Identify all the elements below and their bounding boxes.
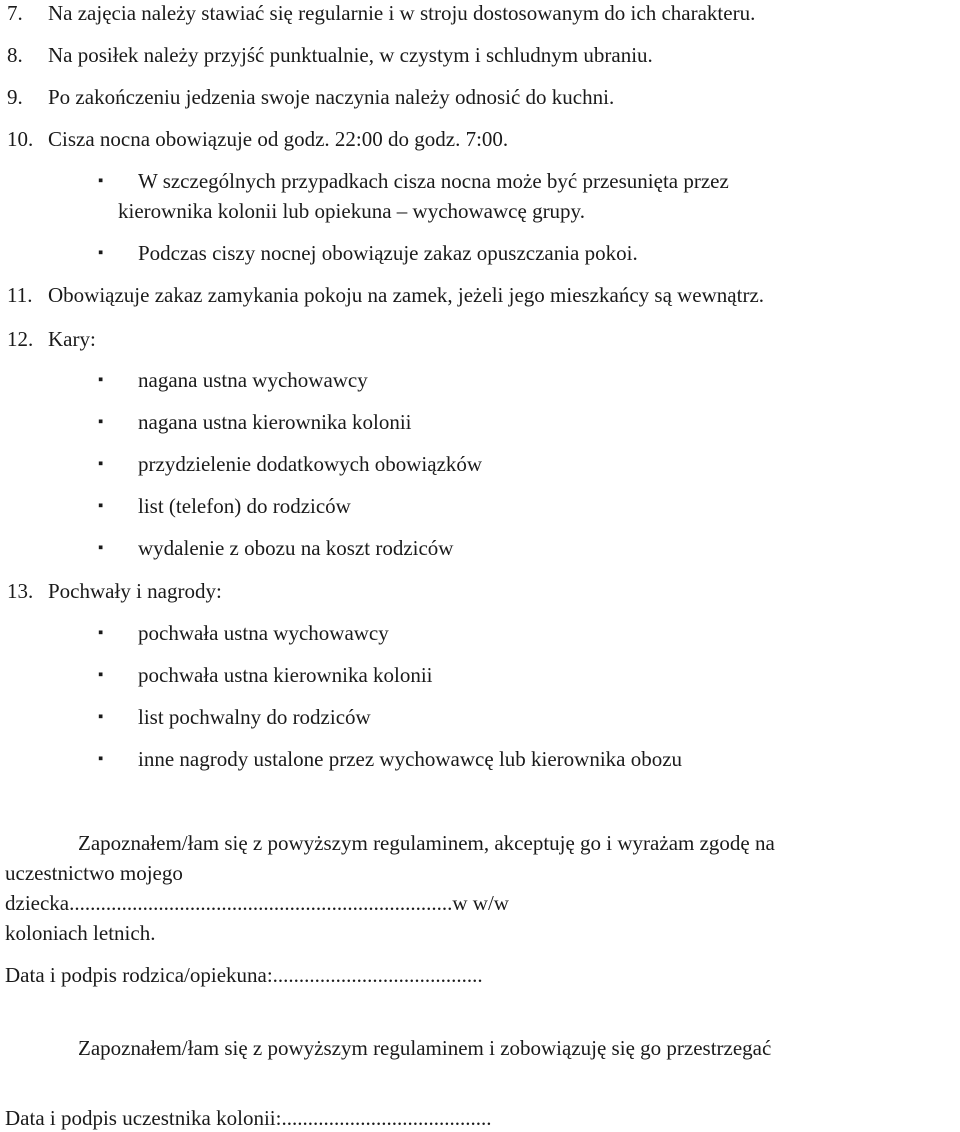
rule-text: Na zajęcia należy stawiać się regularnie i w stroju dostosowanym do ich charakteru.	[48, 1, 756, 25]
square-bullet-icon: ▪	[98, 667, 104, 683]
square-bullet-icon: ▪	[98, 709, 104, 725]
list-item	[98, 409, 412, 435]
list-item-text: pochwała ustna wychowawcy	[138, 621, 389, 645]
rule-item	[0, 282, 764, 308]
list-item	[98, 493, 351, 519]
list-item	[98, 451, 482, 477]
rule-item	[0, 326, 96, 352]
list-item	[98, 367, 368, 393]
list-item	[98, 620, 389, 646]
square-bullet-icon: ▪	[98, 414, 104, 430]
list-item-text: nagana ustna wychowawcy	[138, 368, 368, 392]
rule-text: Obowiązuje zakaz zamykania pokoju na zamek, jeżeli jego mieszkańcy są wewnątrz.	[48, 283, 765, 307]
list-item-text: Podczas ciszy nocnej obowiązuje zakaz opuszczania pokoi.	[138, 241, 638, 265]
square-bullet-icon: ▪	[98, 173, 104, 189]
list-item-text: wydalenie z obozu na koszt rodziców	[138, 536, 454, 560]
square-bullet-icon: ▪	[98, 498, 104, 514]
list-item-text: W szczególnych przypadkach cisza nocna może być przesunięta przez	[138, 169, 729, 193]
rule-item	[0, 42, 653, 68]
rule-text: Cisza nocna obowiązuje od godz. 22:00 do godz. 7:00.	[48, 127, 509, 151]
rule-number: 7.	[7, 1, 23, 25]
rule-number: 10.	[7, 127, 34, 151]
list-item	[98, 746, 682, 772]
square-bullet-icon: ▪	[98, 625, 104, 641]
list-item	[98, 704, 371, 730]
square-bullet-icon: ▪	[98, 751, 104, 767]
parent-signature-line: Data i podpis rodzica/opiekuna:........................................	[5, 963, 483, 987]
parent-consent-text: dziecka.........................................................................w w/w	[5, 891, 509, 915]
rule-item	[0, 126, 508, 152]
rule-text: Pochwały i nagrody:	[48, 579, 222, 603]
square-bullet-icon: ▪	[98, 372, 104, 388]
list-item	[98, 662, 433, 688]
square-bullet-icon: ▪	[98, 456, 104, 472]
participant-signature-line: Data i podpis uczestnika kolonii:........................................	[5, 1106, 492, 1130]
list-item-continuation: kierownika kolonii lub opiekuna – wychowawcę grupy.	[118, 199, 585, 223]
rule-number: 9.	[7, 85, 23, 109]
square-bullet-icon: ▪	[98, 245, 104, 261]
rule-text: Po zakończeniu jedzenia swoje naczynia należy odnosić do kuchni.	[48, 85, 615, 109]
rule-item	[0, 0, 755, 26]
list-item	[98, 168, 729, 194]
list-item-text: nagana ustna kierownika kolonii	[138, 410, 412, 434]
square-bullet-icon: ▪	[98, 540, 104, 556]
rule-number: 11.	[7, 283, 33, 307]
rule-text: Na posiłek należy przyjść punktualnie, w czystym i schludnym ubraniu.	[48, 43, 653, 67]
list-item-text: pochwała ustna kierownika kolonii	[138, 663, 433, 687]
rule-number: 13.	[7, 579, 34, 603]
parent-consent-text: uczestnictwo mojego	[5, 861, 183, 885]
list-item-text: list (telefon) do rodziców	[138, 494, 351, 518]
rule-number: 12.	[7, 327, 34, 351]
parent-consent-text: Zapoznałem/łam się z powyższym regulaminem, akceptuję go i wyrażam zgodę na	[78, 831, 775, 855]
rule-item	[0, 578, 222, 604]
rule-item	[0, 84, 614, 110]
list-item	[98, 240, 638, 266]
rule-number: 8.	[7, 43, 23, 67]
list-item-text: inne nagrody ustalone przez wychowawcę lub kierownika obozu	[138, 747, 683, 771]
parent-consent-text: koloniach letnich.	[5, 921, 156, 945]
rule-text: Kary:	[48, 327, 96, 351]
list-item-text: przydzielenie dodatkowych obowiązków	[138, 452, 483, 476]
list-item	[98, 535, 453, 561]
list-item-text: list pochwalny do rodziców	[138, 705, 371, 729]
participant-consent-text: Zapoznałem/łam się z powyższym regulaminem i zobowiązuję się go przestrzegać	[78, 1036, 772, 1060]
